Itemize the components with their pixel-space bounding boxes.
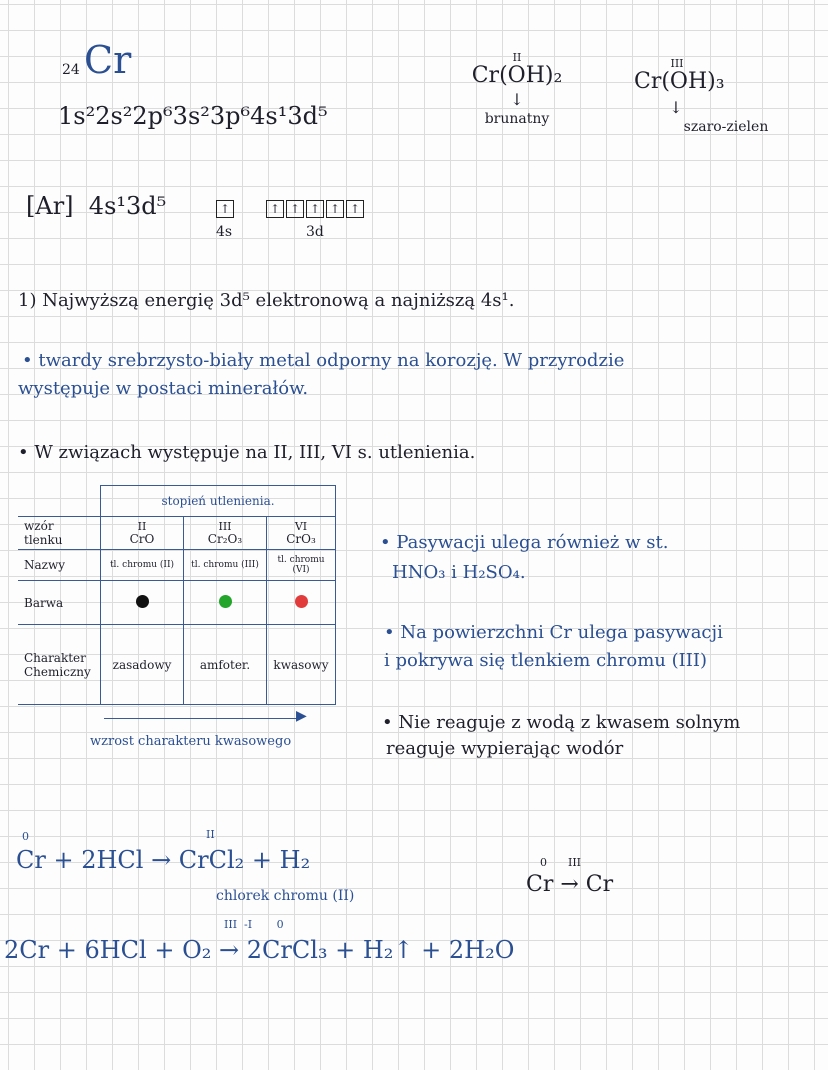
- acidity-caption: wzrost charakteru kwasowego: [90, 734, 292, 749]
- orbital-box: ↑: [306, 200, 324, 218]
- reaction-2-ox: III -I 0: [224, 918, 284, 931]
- cell-character-ii: zasadowy: [101, 625, 184, 705]
- cell-formula-ii: II CrO: [101, 517, 184, 550]
- electron-config-short: [Ar] 4s¹3d⁵: [26, 192, 167, 220]
- electron-config-full: 1s²2s²2p⁶3s²3p⁶4s¹3d⁵: [58, 102, 328, 130]
- cell-color-ii: [101, 581, 184, 625]
- row-label-formula: wzór tlenku: [18, 517, 101, 550]
- row-label-color: Barwa: [18, 581, 101, 625]
- side-note-passivation-1: • Pasywacji ulega również w st.: [380, 532, 669, 553]
- transition-ox: 0 III: [540, 856, 582, 869]
- orbital-box: ↑: [266, 200, 284, 218]
- table-header: stopień utlenienia.: [101, 486, 336, 517]
- cell-formula-vi: VI CrO₃: [267, 517, 336, 550]
- acidity-arrow: [104, 718, 300, 719]
- reaction-1-caption: chlorek chromu (II): [216, 888, 355, 904]
- orbital-box: ↑: [286, 200, 304, 218]
- acidity-arrow-head: ▶: [296, 708, 307, 724]
- transition: Cr → Cr: [526, 872, 614, 897]
- r1-ox-right: II: [206, 828, 215, 841]
- cell-formula-iii: III Cr₂O₃: [184, 517, 267, 550]
- cell-character-iii: amfoter.: [184, 625, 267, 705]
- cell-color-vi: [267, 581, 336, 625]
- cell-character-vi: kwasowy: [267, 625, 336, 705]
- side-note-surface-2: i pokrywa się tlenkiem chromu (III): [384, 650, 707, 671]
- r1-ox-left: 0: [22, 830, 29, 843]
- side-note-surface-1: • Na powierzchni Cr ulega pasywacji: [384, 622, 723, 643]
- hydroxide-ii: II Cr(OH)₂ ↓ brunatny: [471, 51, 563, 127]
- cell-name-iii: tl. chromu (III): [184, 550, 267, 581]
- side-note-water-2: reaguje wypierając wodór: [386, 738, 624, 759]
- note-energy: 1) Najwyższą energię 3d⁵ elektronową a najniższą 4s¹.: [18, 290, 515, 311]
- side-note-water-1: • Nie reaguje z wodą z kwasem solnym: [382, 712, 741, 733]
- element-symbol: Cr: [84, 38, 132, 82]
- orbital-3d: ↑ ↑ ↑ ↑ ↑ 3d: [266, 198, 366, 240]
- orbital-4s: ↑ 4s: [216, 202, 233, 240]
- note-metal-line1: • twardy srebrzysto-biały metal odporny na korozję. W przyrodzie: [22, 350, 625, 371]
- cell-name-ii: tl. chromu (II): [101, 550, 184, 581]
- row-label-name: Nazwy: [18, 550, 101, 581]
- oxides-table: [18, 485, 336, 705]
- reaction-2: 2Cr + 6HCl + O₂ → 2CrCl₃ + H₂↑ + 2H₂O: [4, 936, 515, 964]
- color-dot: [136, 595, 149, 608]
- color-dot: [219, 595, 232, 608]
- orbital-box: ↑: [346, 200, 364, 218]
- reaction-1: Cr + 2HCl → CrCl₂ + H₂: [16, 846, 311, 874]
- hydroxide-iii: III Cr(OH)₃ ↓ szaro-zielen: [634, 57, 769, 135]
- note-metal-line2: występuje w postaci minerałów.: [18, 378, 309, 399]
- cell-name-vi: tl. chromu (VI): [267, 550, 336, 581]
- orbital-box: ↑: [216, 200, 234, 218]
- cell-color-iii: [184, 581, 267, 625]
- atomic-number: 24: [62, 62, 80, 78]
- color-dot: [295, 595, 308, 608]
- side-note-passivation-2: HNO₃ i H₂SO₄.: [392, 562, 526, 583]
- row-label-character: Charakter Chemiczny: [18, 625, 101, 705]
- orbital-box: ↑: [326, 200, 344, 218]
- note-ox-states: • W związach występuje na II, III, VI s. utlenienia.: [18, 442, 476, 463]
